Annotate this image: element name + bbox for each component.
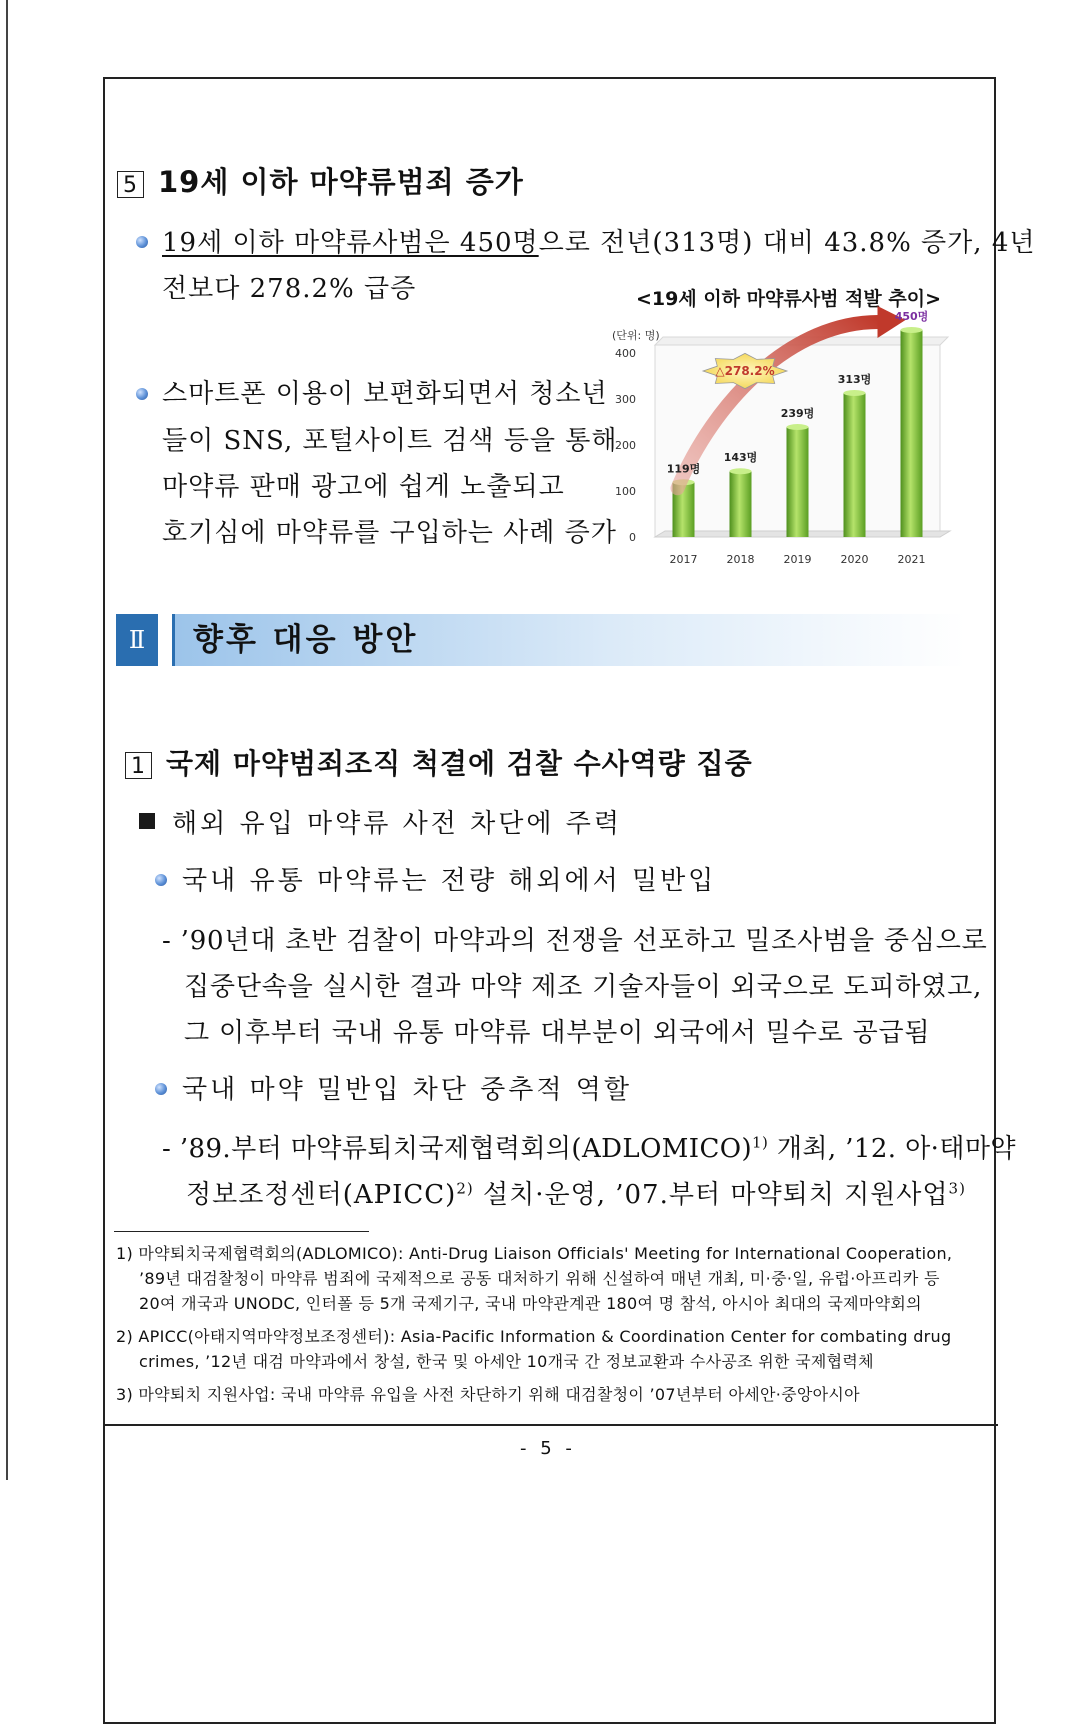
footnote-separator <box>114 1231 369 1232</box>
bullet-b-text: 국내 마약 밀반입 차단 중추적 역할 <box>182 1075 632 1105</box>
x-tick-label: 2018 <box>726 553 755 566</box>
data-label: 143명 <box>723 451 758 465</box>
chart-bar-top <box>787 424 809 430</box>
bullet-icon <box>155 1083 167 1095</box>
section-1-title: 국제 마약범죄조직 척결에 검찰 수사역량 집중 <box>166 747 753 780</box>
dash-b-line-2 <box>186 1174 966 1211</box>
chart-title: <19세 이하 마약류사범 적발 추이> <box>636 288 941 310</box>
bullet-2-line-2: 들이 SNS, 포털사이트 검색 등을 통해 <box>162 426 618 456</box>
bullet-1-rest: 으로 전년(313명) 대비 43.8% 증가, 4년 <box>538 228 1036 258</box>
page-edge <box>6 0 8 1480</box>
section-5-title: 19세 이하 마약류범죄 증가 <box>158 165 524 199</box>
y-tick-label: 400 <box>615 347 636 360</box>
square-item-text: 해외 유입 마약류 사전 차단에 주력 <box>172 809 622 839</box>
chart-bar <box>787 427 809 537</box>
section-1-heading <box>125 742 753 782</box>
bullet-1-line-1 <box>162 222 1035 259</box>
bullet-icon <box>136 388 148 400</box>
bar-chart <box>600 310 970 575</box>
annotation-label: △278.2% <box>715 364 775 378</box>
dash-a-line-1: - ’90년대 초반 검찰이 마약과의 전쟁을 선포하고 밀조사범을 중심으로 <box>162 926 988 956</box>
data-label: 313명 <box>837 373 872 387</box>
square-bullet-icon <box>139 813 155 829</box>
data-label: 450명 <box>894 310 929 323</box>
underlined-text: 19세 이하 마약류사범은 450명 <box>162 228 539 258</box>
bullet-2-line-3: 마약류 판매 광고에 쉽게 노출되고 <box>162 472 565 502</box>
frame-bottom-edge <box>103 1424 998 1426</box>
x-tick-label: 2019 <box>783 553 812 566</box>
bullet-2-line-4: 호기심에 마약류를 구입하는 사례 증가 <box>162 518 617 548</box>
y-tick-label: 100 <box>615 485 636 498</box>
dash-b-line-1-a: - ’89.부터 마약류퇴치국제협력회의(ADLOMICO) <box>162 1134 753 1164</box>
dash-b-line-2-b: 설치·운영, ’07.부터 마약퇴치 지원사업 <box>473 1180 949 1210</box>
x-tick-label: 2021 <box>897 553 926 566</box>
chart-bar-top <box>730 468 752 474</box>
chart-bar <box>730 471 752 537</box>
chart-bar-top <box>901 327 923 333</box>
section-number-box: 1 <box>125 752 152 779</box>
dash-a-line-2: 집중단속을 실시한 결과 마약 제조 기술자들이 외국으로 도피하였고, <box>184 972 983 1002</box>
data-label: 119명 <box>666 462 701 476</box>
y-tick-label: 300 <box>615 393 636 406</box>
footnote-2-line-1: 2) APICC(아태지역마약정보조정센터): Asia-Pacific Information & Coordination Center for combating drug <box>116 1327 952 1346</box>
footnote-ref-1[interactable]: 1) <box>752 1133 769 1152</box>
chart-bar-top <box>844 390 866 396</box>
dash-b-line-1-b: 개최, ’12. 아·태마약 <box>768 1134 1016 1164</box>
footnote-1-line-3: 20여 개국과 UNODC, 인터폴 등 5개 국제기구, 국내 마약관계관 180여 명 참석, 아시아 최대의 국제마약회의 <box>139 1294 922 1313</box>
chart-unit-label: (단위: 명) <box>612 329 660 342</box>
bullet-icon <box>136 236 148 248</box>
bullet-1-line-2: 전보다 278.2% 급증 <box>162 274 417 304</box>
x-tick-label: 2020 <box>840 553 869 566</box>
footnote-ref-3[interactable]: 3) <box>948 1179 966 1198</box>
chapter-title: 향후 대응 방안 <box>193 622 419 658</box>
chart-bar <box>901 330 923 537</box>
section-5-heading <box>117 160 524 201</box>
chart-bar <box>844 393 866 537</box>
y-tick-label: 200 <box>615 439 636 452</box>
bullet-2-line-1: 스마트폰 이용이 보편화되면서 청소년 <box>162 379 608 409</box>
data-label: 239명 <box>780 407 815 421</box>
page-number: - 5 - <box>520 1438 576 1459</box>
footnote-1-line-1: 1) 마약퇴치국제협력회의(ADLOMICO): Anti-Drug Liaison Officials' Meeting for International Cooperation, <box>116 1244 953 1263</box>
footnote-ref-2[interactable]: 2) <box>456 1179 474 1198</box>
dash-b-line-2-a: 정보조정센터(APICC) <box>186 1180 457 1210</box>
footnote-2-line-2: crimes, ’12년 대검 마약과에서 창설, 한국 및 아세안 10개국 간 정보교환과 수사공조 위한 국제협력체 <box>139 1352 874 1371</box>
bullet-a-text: 국내 유통 마약류는 전량 해외에서 밀반입 <box>182 866 717 896</box>
x-tick-label: 2017 <box>669 553 698 566</box>
chapter-number-box: Ⅱ <box>116 614 158 666</box>
section-number-box: 5 <box>117 171 144 198</box>
y-tick-label: 0 <box>629 531 636 544</box>
bullet-icon <box>155 874 167 886</box>
dash-b-line-1 <box>162 1128 1016 1165</box>
footnote-1-line-2: ’89년 대검찰청이 마약류 범죄에 국제적으로 공동 대처하기 위해 신설하여 매년 개최, 미·중·일, 유럽·아프리카 등 <box>139 1269 940 1288</box>
dash-a-line-3: 그 이후부터 국내 유통 마약류 대부분이 외국에서 밀수로 공급됨 <box>184 1018 931 1048</box>
footnote-3-line-1: 3) 마약퇴치 지원사업: 국내 마약류 유입을 사전 차단하기 위해 대검찰청이 ’07년부터 아세안·중앙아시아 <box>116 1385 860 1404</box>
